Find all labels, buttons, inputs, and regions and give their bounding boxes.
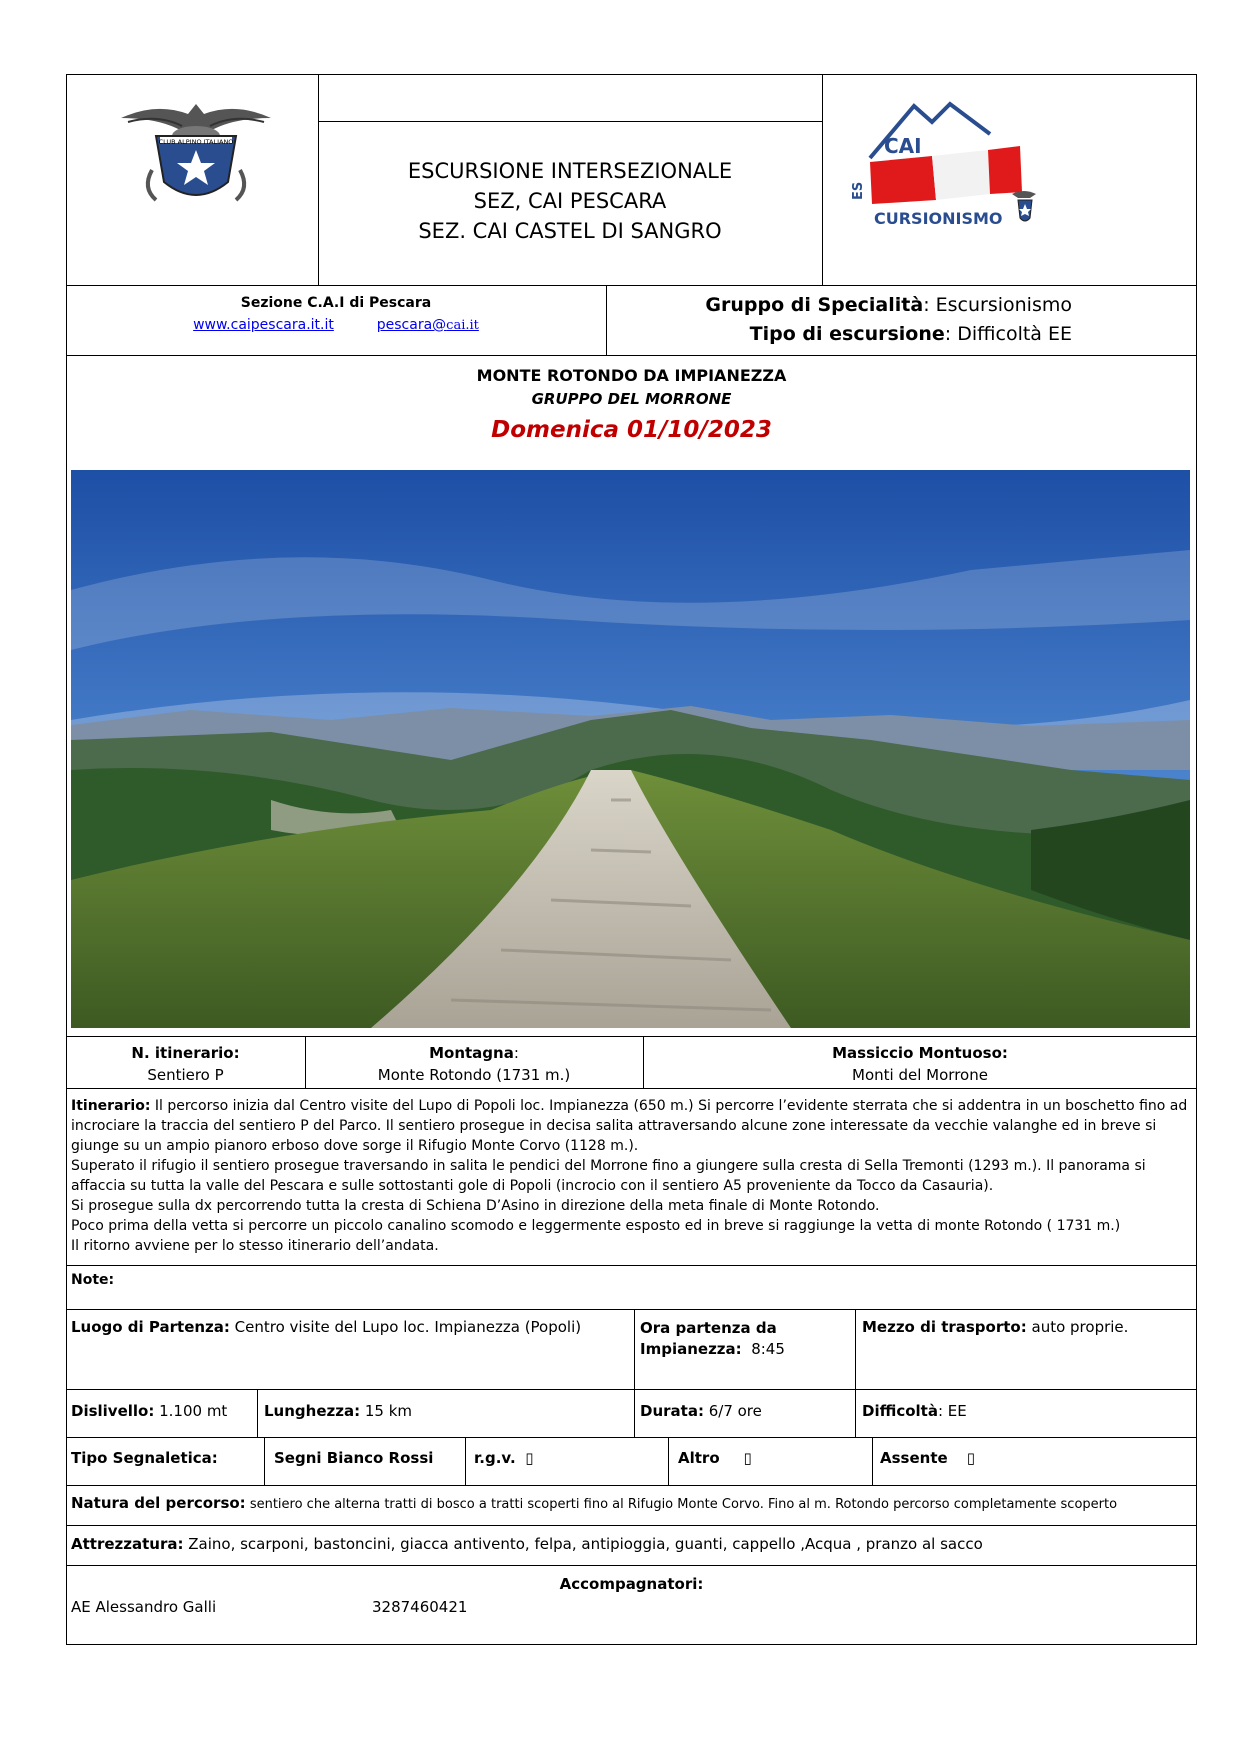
divider — [264, 1437, 265, 1485]
event-date: Domenica 01/10/2023 — [491, 417, 772, 443]
description-p1: Il percorso inizia dal Centro visite del Lupo di Popoli loc. Impianezza (650 m.) Si percorre l’evidente sterrata che si addentra in un boschetto fino ad incrociare la traccia del sentiero P del Parco. Il sentiero prosegue in decisa salita attraversando alcune zone interessate da vecchie valanghe ed in breve si giunge su un ampio pianoro erboso dove sorge il Rifugio Monte Corvo (1128 m.). — [71, 1098, 1188, 1154]
divider — [318, 121, 822, 122]
durata-label: Durata: — [640, 1402, 704, 1420]
cai-eagle-logo — [116, 96, 276, 216]
ora-value: 8:45 — [751, 1340, 785, 1358]
dislivello-cell — [71, 1402, 227, 1420]
event-title: MONTE ROTONDO DA IMPIANEZZA — [476, 366, 787, 385]
divider — [66, 1485, 1197, 1486]
event-header — [66, 364, 1197, 450]
durata-cell — [640, 1402, 762, 1420]
header-title-line: SEZ. CAI CASTEL DI SANGRO — [418, 219, 722, 243]
divider — [66, 1565, 1197, 1566]
divider — [855, 1389, 856, 1437]
rgv-option[interactable] — [474, 1449, 533, 1467]
nature-label: Natura del percorso: — [71, 1494, 246, 1512]
divider — [66, 1437, 1197, 1438]
lunghezza-value: 15 km — [360, 1402, 413, 1420]
divider — [668, 1437, 669, 1485]
guides-label: Accompagnatori: — [559, 1575, 704, 1593]
difficolta-label: Difficoltà — [862, 1402, 938, 1420]
equipment-row — [71, 1535, 1193, 1553]
website-link[interactable]: www.caipescara.it.it — [193, 317, 334, 333]
description-p5: Il ritorno avviene per lo stesso itinerario dell’andata. — [71, 1238, 439, 1254]
difficolta-value: : EE — [937, 1402, 967, 1420]
itinerario-cell — [66, 1042, 305, 1086]
tipo-label: Tipo di escursione — [749, 323, 945, 345]
escursionismo-logo — [840, 96, 1050, 234]
description-p4: Poco prima della vetta si percorre un piccolo canalino scomodo e leggermente esposto ed in breve si raggiunge la vetta di monte Rotondo ( 1731 m.) — [71, 1218, 1121, 1234]
description-p2: Superato il rifugio il sentiero prosegue traversando in salita le pendici del Morrone fino a giungere sulla cresta di Sella Tremonti (1293 m.). Il panorama si affaccia su tutta la valle del Pescara e sulle sottostanti gole di Popoli (incrocio con il sentiero A5 proveniente da Tocco da Casauria). — [71, 1158, 1146, 1194]
altro-checkbox-icon[interactable]: ▯ — [743, 1449, 752, 1467]
mezzo-cell — [862, 1318, 1192, 1336]
divider — [872, 1437, 873, 1485]
ora-cell — [640, 1318, 852, 1360]
montagna-cell: Montagna: Monte Rotondo (1731 m.) — [305, 1042, 643, 1086]
email-prefix: pescara@ — [376, 317, 447, 333]
divider — [66, 285, 1197, 286]
specialty-info — [606, 291, 1072, 349]
gruppo-value: : Escursionismo — [923, 294, 1072, 316]
itinerary-description — [71, 1096, 1193, 1256]
nature-row — [71, 1494, 1193, 1512]
divider — [66, 355, 1197, 356]
divider — [822, 74, 823, 285]
divider — [634, 1389, 635, 1437]
segnaletica-label: Tipo Segnaletica: — [71, 1449, 218, 1467]
divider — [634, 1309, 635, 1389]
rgv-label: r.g.v. — [474, 1449, 516, 1467]
divider — [257, 1389, 258, 1437]
dislivello-value: 1.100 mt — [154, 1402, 228, 1420]
tipo-value: : Difficoltà EE — [944, 323, 1072, 345]
description-p3: Si prosegue sulla dx percorrendo tutta la cresta di Schiena D’Asino in direzione della meta finale di Monte Rotondo. — [71, 1198, 880, 1214]
header-title — [318, 156, 822, 246]
altro-option[interactable] — [678, 1449, 752, 1467]
segni-label: Segni Bianco Rossi — [274, 1449, 434, 1467]
itinerario-label: N. itinerario: — [131, 1044, 240, 1062]
montagna-label: Montagna — [429, 1044, 514, 1062]
luogo-cell — [71, 1318, 631, 1336]
divider — [66, 1389, 1197, 1390]
header-title-line: SEZ, CAI PESCARA — [473, 189, 667, 213]
divider — [66, 1525, 1197, 1526]
equipment-label: Attrezzatura: — [71, 1535, 184, 1553]
section-name: Sezione C.A.I di Pescara — [240, 295, 432, 311]
luogo-value: Centro visite del Lupo loc. Impianezza (Popoli) — [229, 1318, 582, 1336]
montagna-value: Monte Rotondo (1731 m.) — [377, 1066, 571, 1084]
divider — [66, 1265, 1197, 1266]
note-label: Note: — [71, 1272, 115, 1288]
luogo-label: Luogo di Partenza: — [71, 1318, 230, 1336]
equipment-value: Zaino, scarponi, bastoncini, giacca antivento, felpa, antipioggia, guanti, cappello ,Acqua , pranzo al sacco — [183, 1535, 983, 1553]
ora-label-2: Impianezza: — [640, 1340, 742, 1358]
guide-name: AE Alessandro Galli — [71, 1598, 217, 1616]
logo-cai-text: CAI — [884, 134, 922, 158]
dislivello-label: Dislivello: — [71, 1402, 155, 1420]
event-subtitle: GRUPPO DEL MORRONE — [531, 390, 732, 408]
massiccio-cell — [643, 1042, 1197, 1086]
mezzo-label: Mezzo di trasporto: — [862, 1318, 1027, 1336]
email-domain: cai.it — [446, 318, 479, 333]
divider — [855, 1309, 856, 1389]
massiccio-value: Monti del Morrone — [852, 1066, 988, 1084]
landscape-photo — [71, 470, 1190, 1028]
description-label: Itinerario: — [71, 1098, 151, 1114]
logo-lettering: CLUB ALPINO ITALIANO — [158, 138, 234, 146]
guide-phone: 3287460421 — [372, 1598, 468, 1616]
nature-value: sentiero che alterna tratti di bosco a tratti scoperti fino al Rifugio Monte Corvo. Fino al m. Rotondo percorso completamente scoperto — [245, 1497, 1118, 1512]
logo-cursionismo-text: CURSIONISMO — [874, 209, 1003, 228]
rgv-checkbox-icon[interactable]: ▯ — [525, 1449, 534, 1467]
divider — [465, 1437, 466, 1485]
massiccio-label: Massiccio Montuoso: — [832, 1044, 1008, 1062]
assente-option[interactable] — [880, 1449, 975, 1467]
header-title-line: ESCURSIONE INTERSEZIONALE — [407, 159, 733, 183]
lunghezza-label: Lunghezza: — [264, 1402, 361, 1420]
assente-checkbox-icon[interactable]: ▯ — [966, 1449, 976, 1467]
mezzo-value: auto proprie. — [1026, 1318, 1129, 1336]
logo-es-text: ES — [851, 181, 866, 200]
lunghezza-cell — [264, 1402, 412, 1420]
difficolta-cell — [862, 1402, 967, 1420]
divider — [66, 1036, 1197, 1037]
altro-label: Altro — [678, 1449, 720, 1467]
durata-value: 6/7 ore — [703, 1402, 762, 1420]
itinerario-value: Sentiero P — [147, 1066, 224, 1084]
assente-label: Assente — [880, 1449, 948, 1467]
divider — [66, 1088, 1197, 1089]
section-info — [66, 292, 606, 337]
gruppo-label: Gruppo di Specialità — [705, 294, 924, 316]
email-link[interactable] — [377, 317, 479, 333]
ora-label-1: Ora partenza da — [640, 1319, 777, 1337]
divider — [66, 1309, 1197, 1310]
